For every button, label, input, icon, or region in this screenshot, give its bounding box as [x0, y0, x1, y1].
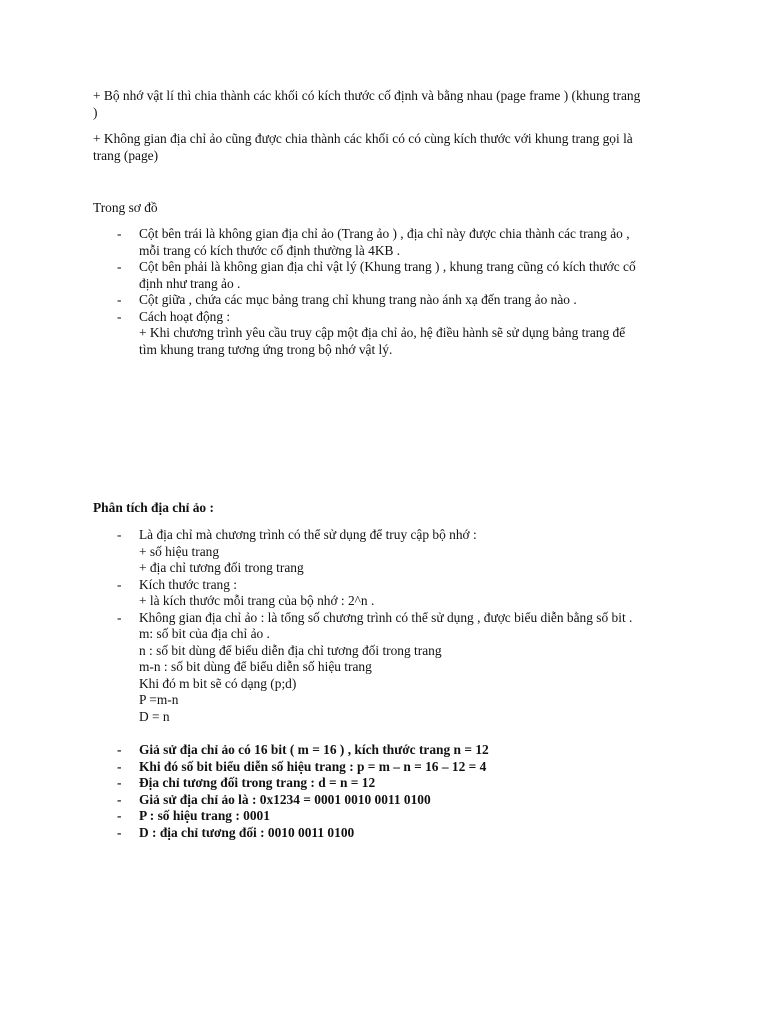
list-item	[93, 259, 683, 292]
list-item	[93, 527, 683, 577]
list-item: - D : địa chỉ tương đối : 0010 0011 0100	[93, 825, 683, 842]
list-item	[93, 577, 683, 610]
intro-paragraph-physical-memory	[93, 88, 683, 121]
analysis-list	[93, 527, 683, 725]
analysis-section-heading: Phân tích địa chỉ ảo :	[93, 500, 214, 515]
text-line: Khi đó m bit sẽ có dạng (p;d)	[139, 675, 297, 691]
list-item: - Giả sử địa chỉ ảo có 16 bit ( m = 16 ) , kích thước trang n = 12	[93, 742, 683, 759]
text-line: m: số bit của địa chỉ ảo .	[139, 626, 270, 641]
text-line: + Khi chương trình yêu cầu truy cập một địa chỉ ảo, hệ điều hành sẽ sử dụng bảng trang để	[139, 325, 626, 340]
list-item	[93, 309, 683, 359]
text-line: - Cột giữa , chứa các mục bảng trang chỉ khung trang nào ánh xạ đến trang ảo nào .	[139, 292, 577, 307]
list-item	[93, 610, 683, 726]
text-line: m-n : số bit dùng để biểu diễn số hiệu trang	[139, 659, 372, 674]
text-line: - Cách hoạt động :	[139, 308, 231, 324]
list-item: - Địa chỉ tương đối trong trang : d = n = 12	[93, 775, 683, 792]
text-line: + là kích thước mỗi trang của bộ nhớ : 2^n .	[139, 593, 375, 608]
text-line: - Là địa chỉ mà chương trình có thể sử dụng để truy cập bộ nhớ :	[139, 527, 477, 542]
text-line: + Bộ nhớ vật lí thì chia thành các khối có kích thước cố định và bằng nhau (page frame ) (khung trang	[93, 88, 641, 103]
text-line: n : số bit dùng để biểu diễn địa chỉ tương đối trong trang	[139, 642, 442, 658]
list-item: - P : số hiệu trang : 0001	[93, 808, 683, 825]
text-line: - Kích thước trang :	[139, 576, 238, 592]
text-line: trang (page)	[93, 147, 159, 163]
text-line: P =m-n	[139, 692, 179, 707]
example-list	[93, 742, 683, 841]
text-line: định như trang ảo .	[139, 275, 241, 291]
text-line: - Không gian địa chỉ ảo : là tổng số chương trình có thể sử dụng , được biểu diễn bằng số bit .	[139, 609, 633, 625]
text-line: - Cột bên phải là không gian địa chỉ vật lý (Khung trang ) , khung trang cũng có kích thước cố	[139, 259, 636, 274]
text-line: + số hiệu trang	[139, 543, 220, 559]
text-line: )	[93, 104, 98, 120]
list-item	[93, 292, 683, 309]
diagram-section-heading: Trong sơ đồ	[93, 200, 158, 215]
intro-paragraph-virtual-address-space	[93, 131, 683, 164]
list-item: - Khi đó số bit biểu diễn số hiệu trang : p = m – n = 16 – 12 = 4	[93, 759, 683, 776]
text-line: + địa chỉ tương đối trong trang	[139, 560, 304, 575]
list-item	[93, 226, 683, 259]
text-line: + Không gian địa chỉ ảo cũng được chia thành các khối có có cùng kích thước với khung trang gọi là	[93, 131, 633, 146]
diagram-description-list	[93, 226, 683, 358]
text-line: mỗi trang có kích thước cố định thường là 4KB .	[139, 242, 401, 258]
text-line: D = n	[139, 708, 170, 724]
text-line: - Cột bên trái là không gian địa chỉ ảo (Trang ảo ) , địa chỉ này được chia thành các trang ảo ,	[139, 226, 630, 241]
list-item: - Giả sử địa chỉ ảo là : 0x1234 = 0001 0010 0011 0100	[93, 792, 683, 809]
text-line: tìm khung trang tương ứng trong bộ nhớ vật lý.	[139, 341, 393, 357]
